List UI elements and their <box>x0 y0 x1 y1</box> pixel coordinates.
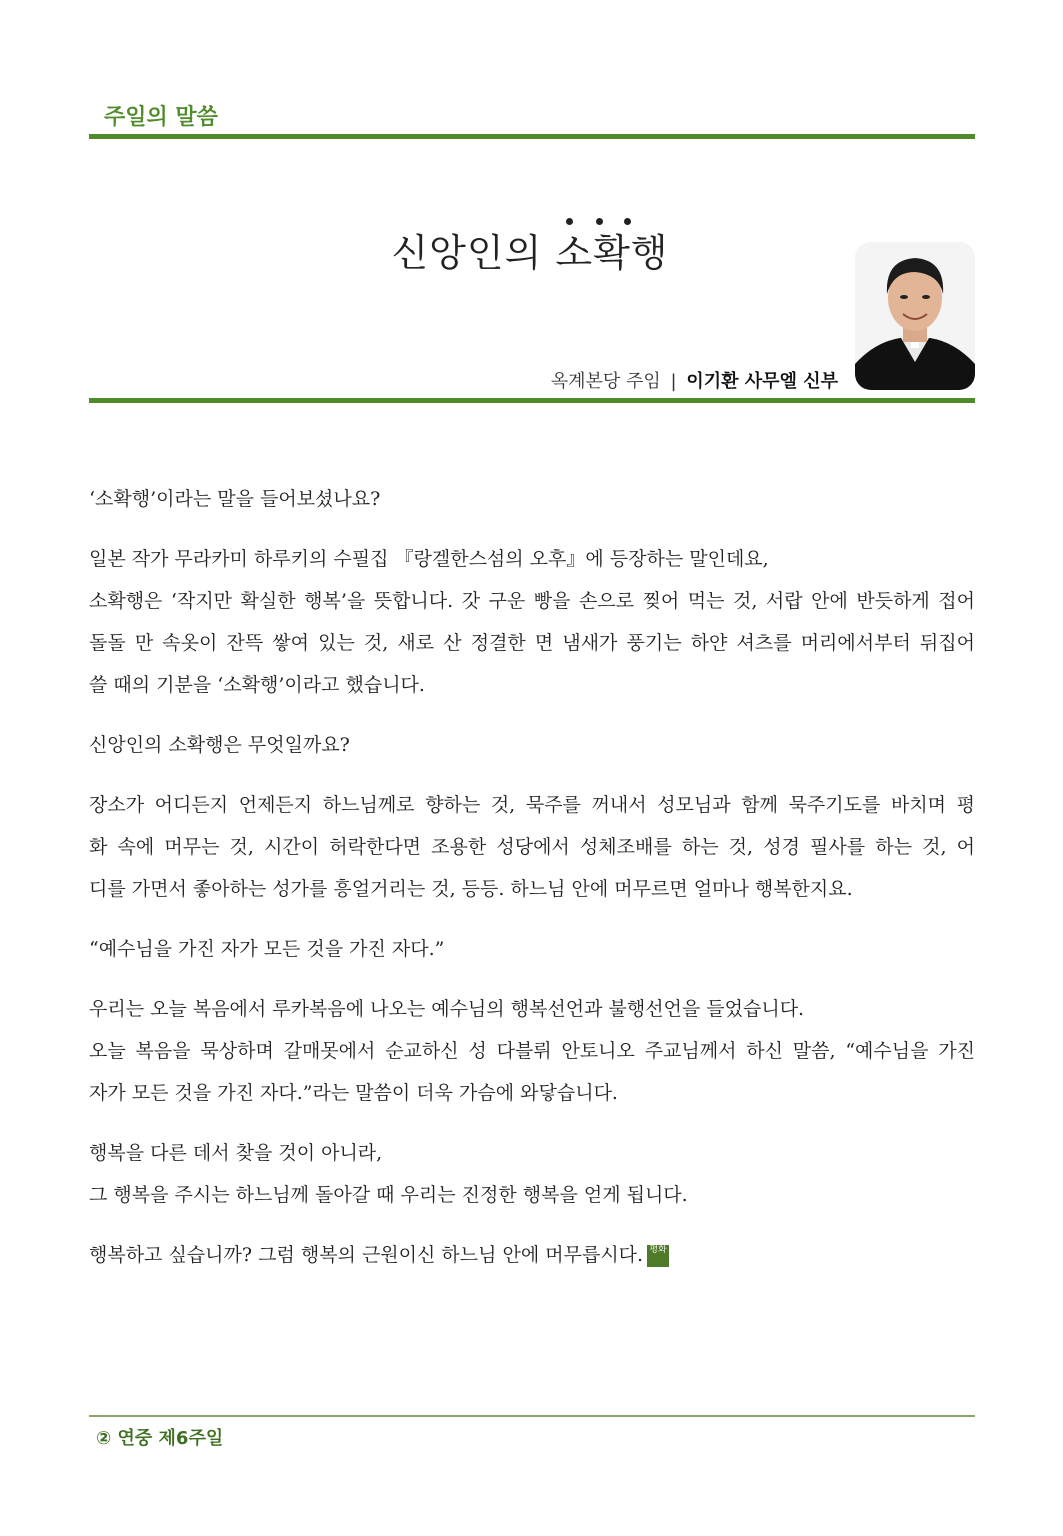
text-line: 장소가 어디든지 언제든지 하느님께로 향하는 것, 묵주를 꺼내서 성모님과 함께 묵주기도를 바치며 평 <box>89 794 975 816</box>
paragraph <box>89 988 975 1114</box>
text-line: 행복을 다른 데서 찾을 것이 아니라, <box>89 1142 383 1164</box>
paragraph <box>89 784 975 910</box>
emphasis-dot <box>566 218 573 225</box>
text-line: 디를 가면서 좋아하는 성가를 흥얼거리는 것, 등등. 하느님 안에 머무르면 얼마나 행복한지요. <box>89 878 853 900</box>
text-line: 우리는 오늘 복음에서 루카복음에 나오는 예수님의 행복선언과 불행선언을 들었습니다. <box>89 998 805 1020</box>
footer-divider <box>89 1415 975 1417</box>
paragraph <box>89 1132 975 1216</box>
paragraph <box>89 538 975 706</box>
emphasis-dot <box>596 218 603 225</box>
article-body <box>89 478 975 1294</box>
text-line: 오늘 복음을 묵상하며 갈매못에서 순교하신 성 다블뤼 안토니오 주교님께서 하신 말씀, “예수님을 가진 <box>89 1040 975 1062</box>
top-divider <box>89 134 975 139</box>
text-line: 소확행은 ‘작지만 확실한 행복’을 뜻합니다. 갓 구운 빵을 손으로 찢어 먹는 것, 서랍 안에 반듯하게 접어 <box>89 590 975 612</box>
end-mark-icon: 평화 <box>647 1245 669 1267</box>
article-title <box>320 222 740 277</box>
text-line: 일본 작가 무라카미 하루키의 수필집 『랑겔한스섬의 오후』에 등장하는 말인데요, <box>89 548 769 570</box>
text-line: “예수님을 가진 자가 모든 것을 가진 자다.” <box>89 938 445 960</box>
closing-sentence: 행복하고 싶습니까? 그럼 행복의 근원이신 하느님 안에 머무릅시다. <box>89 1244 644 1266</box>
text-line: 그 행복을 주시는 하느님께 돌아갈 때 우리는 진정한 행복을 얻게 됩니다. <box>89 1184 688 1206</box>
title-text: 신앙인의 소확행 <box>391 231 669 275</box>
text-line: 화 속에 머무는 것, 시간이 허락한다면 조용한 성당에서 성체조배를 하는 것, 성경 필사를 하는 것, 어 <box>89 836 975 858</box>
author-role: 옥계본당 주임 <box>550 371 661 392</box>
author-byline <box>551 367 838 393</box>
text-line <box>89 1234 975 1276</box>
author-separator: | <box>670 371 677 392</box>
text-line: 신앙인의 소확행은 무엇일까요? <box>89 734 350 756</box>
text-line: ‘소확행’이라는 말을 들어보셨나요? <box>89 488 381 510</box>
paragraph <box>89 1234 975 1276</box>
emphasis-dot <box>624 218 631 225</box>
text-line: 돌돌 만 속옷이 잔뜩 쌓여 있는 것, 새로 산 정결한 면 냄새가 풍기는 하얀 셔츠를 머리에서부터 뒤집어 <box>89 632 975 654</box>
paragraph <box>89 478 975 520</box>
text-line: 쓸 때의 기분을 ‘소확행’이라고 했습니다. <box>89 674 425 696</box>
header-bottom-divider <box>89 398 975 403</box>
page-footer: ② 연중 제6주일 <box>96 1428 224 1449</box>
paragraph <box>89 724 975 766</box>
paragraph <box>89 928 975 970</box>
text-line: 자가 모든 것을 가진 자다.”라는 말씀이 더욱 가슴에 와닿습니다. <box>89 1082 618 1104</box>
author-name: 이기환 사무엘 신부 <box>686 371 838 392</box>
section-label: 주일의 말씀 <box>104 105 218 130</box>
author-photo <box>855 242 975 390</box>
author-portrait-icon <box>855 242 975 390</box>
